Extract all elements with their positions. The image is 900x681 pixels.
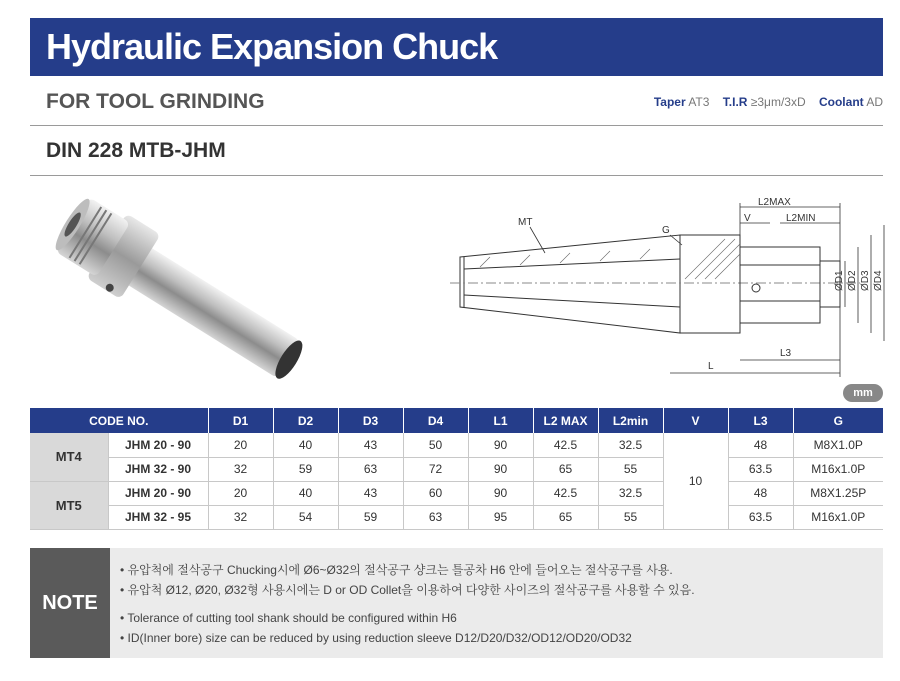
cell-g: M16x1.0P	[793, 457, 883, 481]
spec-coolant-value: AD	[866, 95, 883, 109]
cell-code: JHM 32 - 90	[108, 457, 208, 481]
cell-l2max: 42.5	[533, 481, 598, 505]
divider	[30, 175, 883, 176]
spec-coolant-key: Coolant	[818, 95, 864, 109]
header-code-no: CODE NO.	[30, 408, 208, 433]
note-lines	[120, 560, 695, 648]
label-g: G	[662, 225, 670, 236]
cell-l1: 95	[468, 505, 533, 529]
spec-tir-key: T.I.R	[722, 95, 748, 109]
table-header-row	[30, 408, 883, 433]
note-line: • 유압척에 절삭공구 Chucking시에 Ø6~Ø32의 절삭공구 샹크는 틀공차 H6 안에 들어오는 절삭공구를 사용.	[120, 563, 673, 577]
note-line: • Tolerance of cutting tool shank should be configured within H6	[120, 611, 457, 625]
cell-d3: 43	[338, 481, 403, 505]
note-label: NOTE	[30, 548, 110, 658]
cell-l1: 90	[468, 433, 533, 457]
cell-v-merged: 10	[663, 433, 728, 529]
cell-d4: 72	[403, 457, 468, 481]
label-d2: ØD2	[847, 270, 858, 291]
cell-d3: 43	[338, 433, 403, 457]
cell-d4: 50	[403, 433, 468, 457]
cell-d1: 20	[208, 433, 273, 457]
spec-taper-key: Taper	[653, 95, 686, 109]
table-row	[30, 505, 883, 529]
header-l2max: L2 MAX	[533, 408, 598, 433]
header-l3: L3	[728, 408, 793, 433]
cell-l3: 63.5	[728, 505, 793, 529]
label-l2min: L2MIN	[786, 213, 816, 224]
cell-d2: 54	[273, 505, 338, 529]
cell-code: JHM 20 - 90	[108, 433, 208, 457]
cell-l2min: 32.5	[598, 433, 663, 457]
note-box	[30, 548, 883, 658]
label-l: L	[708, 361, 714, 372]
spec-tir-value: ≥3μm/3xD	[750, 95, 806, 109]
cell-d1: 32	[208, 457, 273, 481]
note-line: • ID(Inner bore) size can be reduced by using reduction sleeve D12/D20/D32/OD12/OD20/OD32	[120, 631, 632, 645]
cell-l1: 90	[468, 457, 533, 481]
product-photo	[40, 190, 330, 390]
unit-badge: mm	[843, 384, 883, 402]
cell-l1: 90	[468, 481, 533, 505]
technical-drawing	[440, 195, 890, 385]
cell-d4: 63	[403, 505, 468, 529]
group-mt5: MT5	[30, 481, 108, 529]
cell-d1: 20	[208, 481, 273, 505]
cell-code: JHM 32 - 95	[108, 505, 208, 529]
cell-d1: 32	[208, 505, 273, 529]
label-l3: L3	[780, 348, 792, 359]
table-row	[30, 457, 883, 481]
cell-g: M8X1.0P	[793, 433, 883, 457]
cell-d2: 59	[273, 457, 338, 481]
group-mt4: MT4	[30, 433, 108, 481]
cell-l2min: 32.5	[598, 481, 663, 505]
model-title: DIN 228 MTB-JHM	[46, 139, 226, 162]
header-l1: L1	[468, 408, 533, 433]
cell-l2max: 65	[533, 457, 598, 481]
cell-d4: 60	[403, 481, 468, 505]
label-d4: ØD4	[873, 270, 884, 291]
subtitle: FOR TOOL GRINDING	[46, 90, 265, 113]
cell-l2max: 42.5	[533, 433, 598, 457]
cell-d2: 40	[273, 481, 338, 505]
cell-l3: 48	[728, 481, 793, 505]
cell-l2max: 65	[533, 505, 598, 529]
spec-summary	[654, 95, 883, 109]
cell-code: JHM 20 - 90	[108, 481, 208, 505]
page-title: Hydraulic Expansion Chuck	[46, 26, 498, 67]
title-bar	[30, 18, 883, 76]
cell-l2min: 55	[598, 457, 663, 481]
label-l2max: L2MAX	[758, 197, 791, 208]
cell-g: M8X1.25P	[793, 481, 883, 505]
label-d1: ØD1	[834, 270, 845, 291]
spec-table	[30, 408, 883, 530]
label-v: V	[744, 213, 751, 224]
divider	[30, 125, 883, 126]
cell-l3: 63.5	[728, 457, 793, 481]
header-d2: D2	[273, 408, 338, 433]
cell-g: M16x1.0P	[793, 505, 883, 529]
table-row	[30, 481, 883, 505]
header-d4: D4	[403, 408, 468, 433]
cell-d3: 59	[338, 505, 403, 529]
label-mt: MT	[518, 217, 533, 228]
header-d1: D1	[208, 408, 273, 433]
cell-d3: 63	[338, 457, 403, 481]
header-d3: D3	[338, 408, 403, 433]
header-v: V	[663, 408, 728, 433]
label-d3: ØD3	[860, 270, 871, 291]
note-line: • 유압척 Ø12, Ø20, Ø32형 사용시에는 D or OD Collet을 이용하여 다양한 사이즈의 절삭공구를 사용할 수 있음.	[120, 583, 695, 597]
header-g: G	[793, 408, 883, 433]
cell-d2: 40	[273, 433, 338, 457]
cell-l3: 48	[728, 433, 793, 457]
header-l2min: L2min	[598, 408, 663, 433]
cell-l2min: 55	[598, 505, 663, 529]
spec-taper-value: AT3	[688, 95, 710, 109]
table-row	[30, 433, 883, 457]
